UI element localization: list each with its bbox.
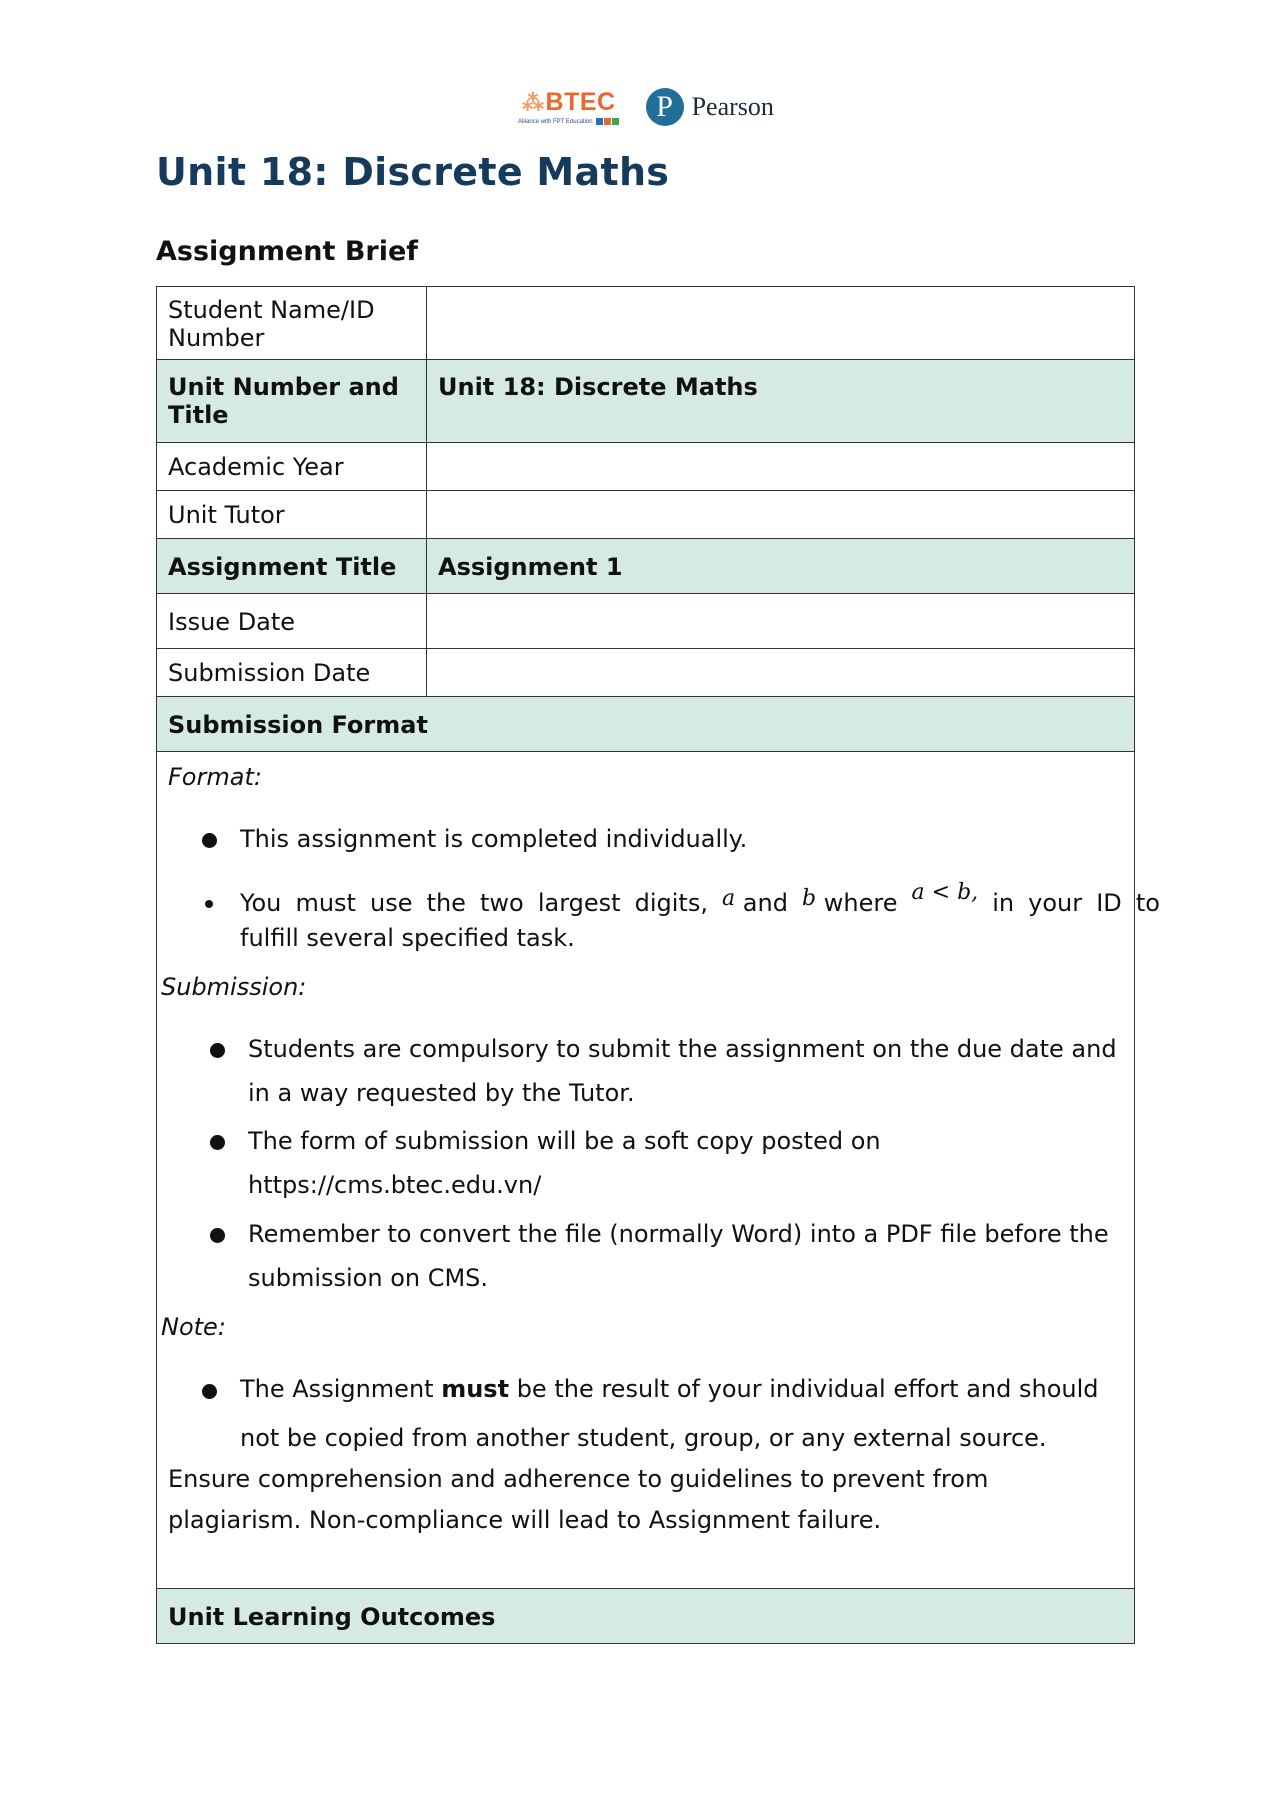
academic-year-value[interactable]	[427, 443, 1135, 491]
format-label: Format:	[168, 763, 262, 791]
format-bullet-2-line2: fulfill several specified task.	[240, 924, 575, 952]
cms-link[interactable]: https://cms.btec.edu.vn/	[248, 1171, 542, 1199]
var-b: b	[802, 886, 817, 911]
pearson-p-icon: P	[646, 88, 684, 126]
var-a: a	[722, 886, 736, 911]
submission-bullet-1-line2: in a way requested by the Tutor.	[248, 1079, 635, 1107]
note-label: Note:	[161, 1313, 226, 1341]
bullet-icon	[210, 1135, 225, 1150]
learning-outcomes-heading: Unit Learning Outcomes	[157, 1589, 1135, 1644]
assignment-brief-table	[156, 286, 1160, 1644]
submission-bullet-3-line1: Remember to convert the file (normally Word) into a PDF file before the	[248, 1220, 1109, 1248]
student-label: Student Name/ID Number	[157, 287, 427, 360]
note-bullet-line2: not be copied from another student, group, or any external source.	[240, 1424, 1047, 1452]
bullet-icon	[210, 1043, 225, 1058]
unit-value: Unit 18: Discrete Maths	[427, 360, 1135, 443]
student-value[interactable]	[427, 287, 1135, 360]
assignment-title-value: Assignment 1	[427, 539, 1135, 594]
inequality: a < b,	[911, 880, 979, 905]
row-submission-format-heading	[157, 697, 1135, 752]
closing-line1: Ensure comprehension and adherence to guidelines to prevent from	[168, 1465, 989, 1493]
row-learning-outcomes-heading	[157, 1589, 1135, 1644]
unit-title: Unit 18: Discrete Maths	[156, 150, 670, 194]
closing-line2: plagiarism. Non-compliance will lead to Assignment failure.	[168, 1506, 882, 1534]
row-academic-year	[157, 443, 1135, 491]
bullet-small-icon	[205, 900, 213, 908]
submission-bullet-2-line1: The form of submission will be a soft copy posted on	[248, 1127, 881, 1155]
btec-logo-text: BTEC	[545, 88, 616, 116]
row-issue-date	[157, 594, 1135, 649]
bullet-icon	[202, 833, 217, 848]
pearson-logo	[646, 88, 774, 126]
btec-logo-subtitle: Alliance with FPT Education	[518, 118, 593, 125]
assignment-brief-heading: Assignment Brief	[156, 236, 419, 267]
pearson-logo-text: Pearson	[691, 92, 774, 121]
format-bullet-2-line1: You must use the two largest digits, a and b where a < b, in your ID to	[240, 880, 1160, 917]
unit-label: Unit Number and Title	[157, 360, 427, 443]
academic-year-label: Academic Year	[157, 443, 427, 491]
row-submission-date	[157, 649, 1135, 697]
btec-dots-icon: ⁂	[522, 90, 545, 115]
submission-format-body	[157, 752, 1160, 1589]
row-unit-tutor	[157, 491, 1135, 539]
bullet-icon	[210, 1228, 225, 1243]
assignment-title-label: Assignment Title	[157, 539, 427, 594]
format-bullet-1: This assignment is completed individually.	[240, 825, 748, 853]
submission-label: Submission:	[161, 973, 307, 1001]
note-bullet-line1: The Assignment must be the result of your individual effort and should	[240, 1375, 1099, 1403]
unit-tutor-value[interactable]	[427, 491, 1135, 539]
submission-date-label: Submission Date	[157, 649, 427, 697]
row-submission-format-body	[157, 752, 1135, 1589]
issue-date-label: Issue Date	[157, 594, 427, 649]
unit-tutor-label: Unit Tutor	[157, 491, 427, 539]
submission-bullet-1-line1: Students are compulsory to submit the assignment on the due date and	[248, 1035, 1117, 1063]
submission-date-value[interactable]	[427, 649, 1135, 697]
bullet-icon	[202, 1384, 217, 1399]
issue-date-value[interactable]	[427, 594, 1135, 649]
row-assignment-title	[157, 539, 1135, 594]
submission-format-heading: Submission Format	[157, 697, 1135, 752]
row-student	[157, 287, 1135, 360]
header-logos	[518, 88, 774, 126]
submission-bullet-3-line2: submission on CMS.	[248, 1264, 489, 1292]
fpt-badge-icon	[596, 118, 620, 125]
row-unit	[157, 360, 1135, 443]
btec-logo	[518, 89, 620, 125]
